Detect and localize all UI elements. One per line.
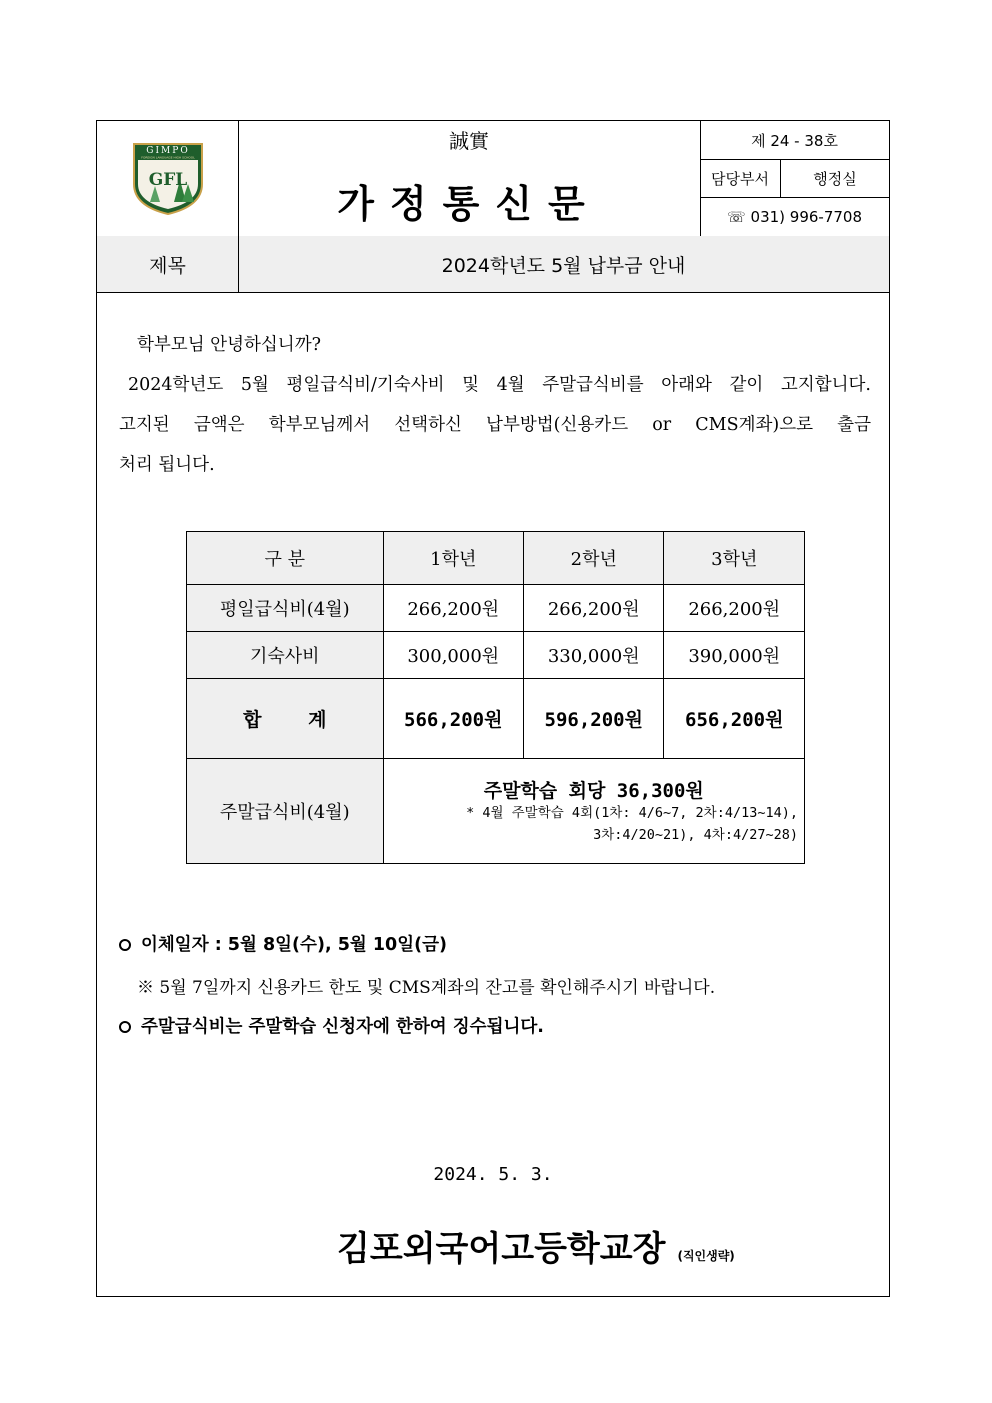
table-cell: 390,000원	[664, 632, 805, 679]
weekend-note-2: 3차:4/20~21), 4차:4/27~28)	[593, 826, 798, 843]
table-header-row	[187, 532, 805, 585]
document-title: 가정통신문	[337, 182, 601, 226]
subject-row	[97, 236, 889, 293]
body-line-3: 처리 됩니다.	[119, 455, 215, 475]
total-cell: 566,200원	[383, 679, 523, 759]
weekend-cell	[383, 759, 804, 864]
weekend-meal-notice	[119, 1013, 544, 1038]
fee-table	[186, 531, 805, 864]
weekend-label: 주말급식비(4월)	[187, 759, 384, 864]
body-line-1: 2024학년도 5월 평일급식비/기숙사비 및 4월 주말급식비를 아래와 같이 고지합니다.	[128, 375, 871, 395]
table-cell: 266,200원	[524, 585, 664, 632]
dept-label: 담당부서	[700, 159, 781, 198]
table-cell: 300,000원	[383, 632, 523, 679]
body-line-2: 고지된 금액은 학부모님께서 선택하신 납부방법(신용카드 or CMS계좌)으로 출금	[119, 415, 871, 435]
row-label: 기숙사비	[187, 632, 384, 679]
header-category: 구 분	[187, 532, 384, 585]
signer-block	[337, 1221, 735, 1270]
table-cell: 266,200원	[664, 585, 805, 632]
logo-cell	[97, 121, 239, 236]
transfer-date-notice	[119, 931, 447, 956]
row-label: 평일급식비(4월)	[187, 585, 384, 632]
subject-label: 제목	[97, 236, 239, 292]
issue-number: 제 24 - 38호	[700, 121, 889, 160]
issue-date: 2024. 5. 3.	[433, 1164, 553, 1185]
weekend-note-1: * 4월 주말학습 4회(1차: 4/6~7, 2차:4/13~14),	[466, 804, 798, 821]
dept-value: 행정실	[781, 159, 889, 198]
header-grade-2: 2학년	[524, 532, 664, 585]
total-cell: 656,200원	[664, 679, 805, 759]
transfer-date-text: 이체일자 : 5월 8일(수), 5월 10일(금)	[141, 935, 448, 955]
logo-top-text: GIMPO	[146, 146, 190, 156]
transfer-note: ※ 5월 7일까지 신용카드 한도 및 CMS계좌의 잔고를 확인해주시기 바랍니다.	[137, 978, 716, 998]
title-cell	[238, 121, 701, 236]
info-cell	[700, 121, 889, 236]
total-cell: 596,200원	[524, 679, 664, 759]
weekend-meal-text: 주말급식비는 주말학습 신청자에 한하여 징수됩니다.	[141, 1017, 544, 1037]
school-logo	[130, 140, 206, 216]
table-row	[187, 632, 805, 679]
weekend-row	[187, 759, 805, 864]
circle-bullet-icon	[119, 1021, 131, 1033]
circle-bullet-icon	[119, 939, 131, 951]
header-row	[97, 121, 889, 237]
logo-initials: GFL	[148, 170, 188, 190]
table-cell: 330,000원	[524, 632, 664, 679]
weekend-rate: 주말학습 회당 36,300원	[483, 779, 704, 802]
table-cell: 266,200원	[383, 585, 523, 632]
header-grade-1: 1학년	[383, 532, 523, 585]
subject-text: 2024학년도 5월 납부금 안내	[441, 254, 686, 277]
school-motto: 誠實	[449, 129, 489, 153]
total-label: 합 계	[187, 679, 384, 759]
logo-sub-text: FOREIGN LANGUAGE HIGH SCHOOL	[141, 155, 195, 160]
notice-document	[96, 120, 890, 1297]
table-row	[187, 585, 805, 632]
total-row	[187, 679, 805, 759]
greeting: 학부모님 안녕하십니까?	[137, 335, 321, 355]
signer-name: 김포외국어고등학교장	[337, 1229, 666, 1269]
phone-number: ☏ 031) 996-7708	[727, 208, 862, 226]
header-grade-3: 3학년	[664, 532, 805, 585]
seal-note: (직인생략)	[677, 1249, 735, 1263]
